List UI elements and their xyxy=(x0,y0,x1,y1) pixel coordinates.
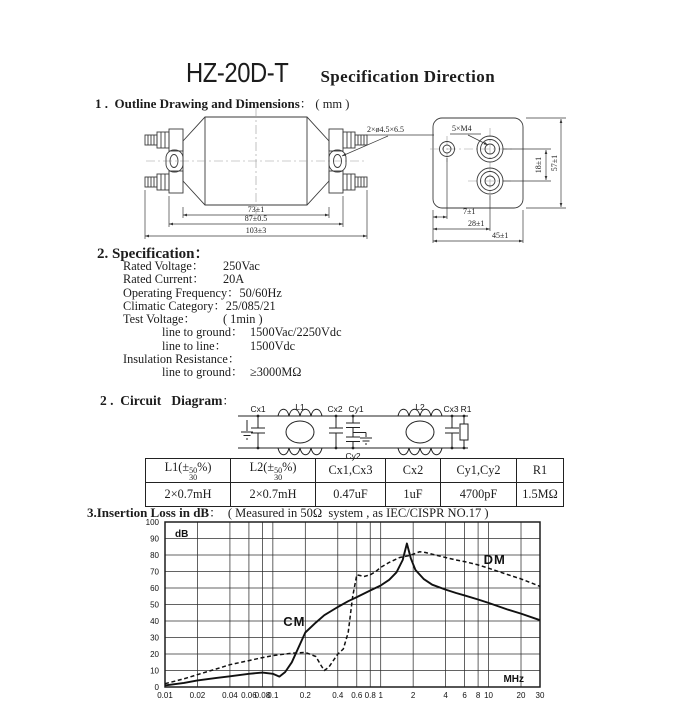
header-l2: L2(± 50 30 %) xyxy=(231,459,316,483)
model-number: HZ-20D-T xyxy=(186,57,289,88)
specification-list xyxy=(0,260,680,380)
y-tick-label: 80 xyxy=(150,550,159,560)
value-cx1-cx3: 0.47uF xyxy=(316,483,386,507)
resistor-r1 xyxy=(460,416,468,448)
x-tick-label: 0.04 xyxy=(222,691,238,700)
circuit-diagram xyxy=(233,398,478,464)
component-table xyxy=(145,458,564,507)
x-tick-label: 8 xyxy=(475,691,481,700)
label-l2: L2 xyxy=(415,402,425,412)
l2-tolerance: 50 30 xyxy=(274,465,283,482)
x-tick-label: 2 xyxy=(410,691,416,700)
x-tick-label: 0.1 xyxy=(267,691,279,700)
m4-callout-label: 5×M4 xyxy=(452,124,472,133)
label-cx1: Cx1 xyxy=(250,404,266,414)
x-tick-label: 4 xyxy=(443,691,448,700)
spec-line-to-line: line to line： 1500Vdc xyxy=(162,338,296,353)
dim-57-label: 57±1 xyxy=(550,154,559,172)
y-tick-label: 60 xyxy=(150,583,159,593)
y-tick-label: 0 xyxy=(154,682,159,692)
section1-suffix: ： ( mm ) xyxy=(299,97,350,111)
section3-suffix: ： ( Measured in 50Ω system , as IEC/CISPR NO.17 ) xyxy=(209,506,489,520)
y-tick-label: 100 xyxy=(145,517,159,527)
value-l2: 2×0.7mH xyxy=(231,483,316,507)
y-tick-label: 20 xyxy=(150,649,159,659)
terminal-right-bottom xyxy=(329,171,367,193)
series-label-DM: DM xyxy=(483,552,506,568)
value-cx2: 1uF xyxy=(386,483,441,507)
dim-7-label: 7±1 xyxy=(463,207,476,216)
circuit-number: 2 . xyxy=(100,393,114,408)
page-title xyxy=(186,57,495,89)
title-subtitle: Specification Direction xyxy=(320,67,496,86)
value-r1: 1.5MΩ xyxy=(517,483,564,507)
dim-28-label: 28±1 xyxy=(468,219,485,228)
filter-end-view xyxy=(430,118,566,243)
label-l1: L1 xyxy=(295,402,305,412)
x-tick-label: 30 xyxy=(535,691,545,700)
section3-title: 3.Insertion Loss in dB xyxy=(87,505,210,520)
capacitor-cx2 xyxy=(329,416,343,448)
header-cx2: Cx2 xyxy=(386,459,441,483)
header-cy1-cy2: Cy1,Cy2 xyxy=(441,459,517,483)
x-tick-label: 6 xyxy=(462,691,467,700)
spec-insulation-line-to-ground: line to ground： ≥3000MΩ xyxy=(162,365,302,380)
terminal-left-bottom xyxy=(145,171,183,193)
spec-line-to-ground: line to ground： 1500Vac/2250Vdc xyxy=(162,325,342,340)
x-axis-unit: MHz xyxy=(503,674,524,685)
section2-number: 2. xyxy=(97,246,109,262)
component-table-header-row xyxy=(146,459,564,483)
spec-rated-voltage: Rated Voltage： 250Vac xyxy=(123,259,260,273)
x-tick-label: 20 xyxy=(516,691,526,700)
label-cx2: Cx2 xyxy=(327,404,343,414)
y-tick-label: 70 xyxy=(150,567,159,577)
capacitor-cy1-cy2 xyxy=(346,416,372,448)
outline-drawing xyxy=(130,104,585,252)
spec-rated-current: Rated Current： 20A xyxy=(123,272,245,287)
y-tick-label: 90 xyxy=(150,534,159,544)
spec-operating-frequency: Operating Frequency： 50/60Hz xyxy=(123,285,282,300)
x-tick-label: 10 xyxy=(484,691,493,700)
x-tick-label: 0.4 xyxy=(332,691,344,700)
value-cy1-cy2: 4700pF xyxy=(441,483,517,507)
x-tick-label: 1 xyxy=(378,691,383,700)
spec-climatic-category: Climatic Category： 25/085/21 xyxy=(123,298,276,313)
ground-symbol-left xyxy=(241,420,253,439)
section2-title: Specification： xyxy=(112,246,210,262)
x-tick-label: 0.01 xyxy=(157,691,173,700)
label-r1: R1 xyxy=(460,404,472,414)
value-l1: 2×0.7mH xyxy=(146,483,231,507)
label-cx3: Cx3 xyxy=(443,404,459,414)
y-tick-label: 50 xyxy=(150,600,159,610)
spec-insulation-resistance: Insulation Resistance： xyxy=(123,352,241,367)
header-r1: R1 xyxy=(517,459,564,483)
section1-title: Outline Drawing and Dimensions xyxy=(114,96,300,111)
circuit-heading xyxy=(100,391,235,409)
label-cy1: Cy1 xyxy=(348,404,364,414)
dim-103-label: 103±3 xyxy=(245,226,267,235)
label-cy2: Cy2 xyxy=(345,451,361,461)
y-tick-label: 30 xyxy=(150,633,159,643)
x-tick-label: 0.06 xyxy=(241,691,257,700)
hole-callout-label: 2×ø4.5×6.5 xyxy=(367,125,405,134)
x-tick-label: 0.8 xyxy=(364,691,376,700)
dim-73-label: 73±1 xyxy=(247,205,265,214)
y-tick-label: 40 xyxy=(150,616,159,626)
header-cx1-cx3: Cx1,Cx3 xyxy=(316,459,386,483)
dim-87-label: 87±0.5 xyxy=(244,214,268,223)
series-label-CM: CM xyxy=(283,613,306,629)
circuit-suffix: ： xyxy=(222,394,235,408)
capacitor-cx3 xyxy=(445,416,459,448)
x-tick-label: 0.2 xyxy=(299,691,311,700)
x-tick-label: 0.02 xyxy=(189,691,206,700)
x-tick-label: 0.08 xyxy=(254,691,271,700)
y-tick-label: 10 xyxy=(150,666,159,676)
header-l1: L1(± 50 30 %) xyxy=(146,459,231,483)
l1-tolerance: 50 30 xyxy=(189,465,198,482)
x-tick-label: 0.6 xyxy=(351,691,363,700)
dim-18-label: 18±1 xyxy=(534,156,543,174)
insertion-loss-chart xyxy=(130,512,562,712)
y-axis-unit: dB xyxy=(175,529,189,540)
spec-test-voltage: Test Voltage： ( 1min ) xyxy=(123,312,263,327)
terminal-left-top xyxy=(145,129,183,151)
circuit-title: Circuit Diagram xyxy=(120,393,223,408)
dim-45-label: 45±1 xyxy=(492,231,509,240)
section1-number: 1 . xyxy=(95,96,108,111)
capacitor-cx1 xyxy=(251,416,265,448)
